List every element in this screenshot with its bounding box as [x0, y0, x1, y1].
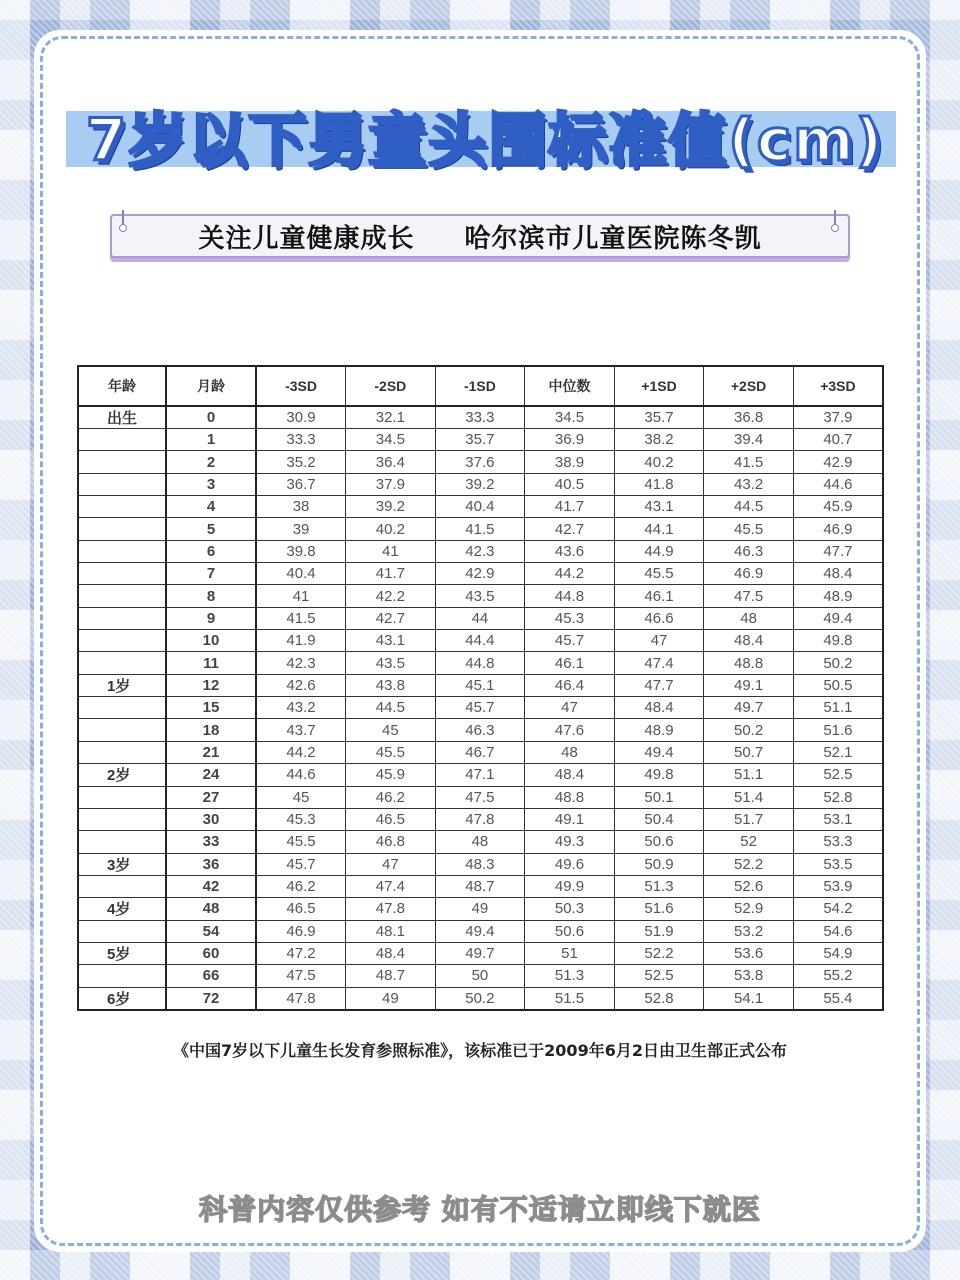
table-row	[78, 987, 883, 1010]
header-plus1sd: +1SD	[614, 366, 704, 406]
cell-value: 50.4	[614, 808, 704, 830]
cell-month: 6	[166, 540, 256, 562]
cell-value: 48.7	[346, 965, 436, 987]
cell-month: 9	[166, 607, 256, 629]
cell-value: 50.6	[525, 920, 615, 942]
cell-value: 42.7	[346, 607, 436, 629]
table-row	[78, 942, 883, 964]
cell-value: 44.9	[614, 540, 704, 562]
cell-value: 44.8	[435, 652, 525, 674]
cell-value: 53.9	[793, 875, 883, 897]
cell-value: 41.7	[525, 496, 615, 518]
cell-value: 46.8	[346, 831, 436, 853]
cell-value: 34.5	[346, 429, 436, 451]
cell-value: 54.1	[704, 987, 794, 1010]
cell-value: 43.2	[256, 697, 346, 719]
cell-value: 52.2	[614, 942, 704, 964]
cell-value: 51.6	[614, 898, 704, 920]
table-row	[78, 429, 883, 451]
cell-value: 52.5	[614, 965, 704, 987]
cell-value: 44.4	[435, 630, 525, 652]
cell-age	[78, 831, 166, 853]
cell-age	[78, 473, 166, 495]
cell-value: 47.5	[256, 965, 346, 987]
cell-value: 49.1	[525, 808, 615, 830]
cell-value: 43.1	[614, 496, 704, 518]
medical-disclaimer: 科普内容仅供参考 如有不适请立即线下就医	[199, 1193, 761, 1226]
cell-value: 54.6	[793, 920, 883, 942]
cell-value: 54.2	[793, 898, 883, 920]
cell-value: 46.5	[256, 898, 346, 920]
cell-value: 42.6	[256, 674, 346, 696]
cell-value: 55.4	[793, 987, 883, 1010]
cell-value: 47.7	[793, 540, 883, 562]
cell-value: 45.9	[793, 496, 883, 518]
cell-value: 45.7	[256, 853, 346, 875]
cell-value: 50.1	[614, 786, 704, 808]
table-row	[78, 898, 883, 920]
cell-value: 45.9	[346, 764, 436, 786]
cell-value: 46.2	[256, 875, 346, 897]
cell-value: 49.3	[525, 831, 615, 853]
head-circumference-table	[77, 365, 884, 1011]
cell-value: 47	[614, 630, 704, 652]
table-row	[78, 875, 883, 897]
cell-month: 12	[166, 674, 256, 696]
cell-value: 46.5	[346, 808, 436, 830]
cell-value: 42.9	[793, 451, 883, 473]
table-row	[78, 518, 883, 540]
cell-month: 42	[166, 875, 256, 897]
cell-value: 35.2	[256, 451, 346, 473]
table-row	[78, 563, 883, 585]
subtitle-ribbon	[110, 214, 850, 258]
cell-value: 53.1	[793, 808, 883, 830]
cell-value: 51.4	[704, 786, 794, 808]
cell-age	[78, 496, 166, 518]
cell-value: 47.6	[525, 719, 615, 741]
cell-age: 6岁	[78, 987, 166, 1010]
cell-value: 41.5	[256, 607, 346, 629]
cell-value: 43.2	[704, 473, 794, 495]
header-plus2sd: +2SD	[704, 366, 794, 406]
cell-value: 49.4	[614, 741, 704, 763]
cell-value: 44.6	[793, 473, 883, 495]
cell-month: 36	[166, 853, 256, 875]
cell-value: 48.7	[435, 875, 525, 897]
cell-value: 52.5	[793, 764, 883, 786]
cell-value: 49.4	[435, 920, 525, 942]
header-age: 年龄	[78, 366, 166, 406]
cell-value: 47.5	[435, 786, 525, 808]
cell-value: 41.9	[256, 630, 346, 652]
cell-value: 53.6	[704, 942, 794, 964]
cell-value: 36.4	[346, 451, 436, 473]
cell-month: 48	[166, 898, 256, 920]
cell-value: 45.7	[435, 697, 525, 719]
table-row	[78, 630, 883, 652]
cell-value: 48	[704, 607, 794, 629]
cell-value: 35.7	[614, 406, 704, 429]
cell-value: 49.8	[614, 764, 704, 786]
cell-month: 10	[166, 630, 256, 652]
cell-value: 53.5	[793, 853, 883, 875]
cell-age	[78, 786, 166, 808]
cell-month: 1	[166, 429, 256, 451]
cell-month: 5	[166, 518, 256, 540]
cell-age: 1岁	[78, 674, 166, 696]
cell-value: 42.2	[346, 585, 436, 607]
cell-month: 0	[166, 406, 256, 429]
cell-value: 46.1	[525, 652, 615, 674]
cell-value: 40.2	[346, 518, 436, 540]
table-row	[78, 496, 883, 518]
table-row	[78, 652, 883, 674]
cell-value: 44.5	[704, 496, 794, 518]
header-plus3sd: +3SD	[793, 366, 883, 406]
cell-age	[78, 697, 166, 719]
cell-value: 46.1	[614, 585, 704, 607]
cell-value: 42.3	[256, 652, 346, 674]
cell-value: 48	[435, 831, 525, 853]
cell-value: 39.2	[346, 496, 436, 518]
table-row	[78, 965, 883, 987]
cell-age	[78, 630, 166, 652]
cell-value: 49	[346, 987, 436, 1010]
cell-value: 49.9	[525, 875, 615, 897]
table-row	[78, 764, 883, 786]
cell-value: 37.9	[793, 406, 883, 429]
cell-value: 44.2	[256, 741, 346, 763]
cell-value: 50.2	[704, 719, 794, 741]
cell-month: 3	[166, 473, 256, 495]
cell-value: 45.5	[614, 563, 704, 585]
cell-value: 47.2	[256, 942, 346, 964]
cell-value: 43.5	[435, 585, 525, 607]
table-row	[78, 853, 883, 875]
cell-age	[78, 607, 166, 629]
table-row	[78, 607, 883, 629]
cell-month: 7	[166, 563, 256, 585]
cell-value: 46.7	[435, 741, 525, 763]
cell-value: 47.8	[256, 987, 346, 1010]
cell-value: 34.5	[525, 406, 615, 429]
cell-value: 45.5	[346, 741, 436, 763]
cell-value: 36.7	[256, 473, 346, 495]
cell-value: 47.1	[435, 764, 525, 786]
header-median: 中位数	[525, 366, 615, 406]
table-row	[78, 451, 883, 473]
cell-value: 44	[435, 607, 525, 629]
cell-value: 45.7	[525, 630, 615, 652]
cell-age	[78, 451, 166, 473]
cell-value: 50.9	[614, 853, 704, 875]
cell-value: 44.8	[525, 585, 615, 607]
cell-value: 50.7	[704, 741, 794, 763]
cell-value: 48.9	[614, 719, 704, 741]
cell-value: 50.5	[793, 674, 883, 696]
cell-value: 48.4	[704, 630, 794, 652]
header-minus3sd: -3SD	[256, 366, 346, 406]
cell-age	[78, 585, 166, 607]
cell-value: 48.4	[614, 697, 704, 719]
cell-age	[78, 719, 166, 741]
cell-age	[78, 920, 166, 942]
cell-value: 49.8	[793, 630, 883, 652]
cell-value: 36.9	[525, 429, 615, 451]
source-footnote: 《中国7岁以下儿童生长发育参照标准》，该标准已于2009年6月2日由卫生部正式公布	[173, 1041, 787, 1060]
cell-value: 37.9	[346, 473, 436, 495]
cell-value: 48.8	[525, 786, 615, 808]
ribbon-slogan: 关注儿童健康成长	[198, 223, 415, 254]
cell-value: 51.9	[614, 920, 704, 942]
table-header-row	[78, 366, 883, 406]
table-row	[78, 719, 883, 741]
cell-value: 48	[525, 741, 615, 763]
cell-value: 41.8	[614, 473, 704, 495]
cell-value: 51.1	[704, 764, 794, 786]
cell-value: 39.8	[256, 540, 346, 562]
cell-month: 24	[166, 764, 256, 786]
header-month: 月龄	[166, 366, 256, 406]
cell-value: 50.2	[435, 987, 525, 1010]
cell-value: 52.1	[793, 741, 883, 763]
cell-value: 50.3	[525, 898, 615, 920]
cell-month: 21	[166, 741, 256, 763]
cell-value: 52.2	[704, 853, 794, 875]
cell-month: 4	[166, 496, 256, 518]
cell-age	[78, 808, 166, 830]
cell-value: 51.3	[525, 965, 615, 987]
cell-age	[78, 563, 166, 585]
cell-value: 42.9	[435, 563, 525, 585]
cell-value: 32.1	[346, 406, 436, 429]
cell-value: 39.2	[435, 473, 525, 495]
cell-value: 44.6	[256, 764, 346, 786]
cell-value: 49.4	[793, 607, 883, 629]
cell-value: 48.4	[793, 563, 883, 585]
pin-icon	[832, 210, 838, 236]
cell-value: 47.7	[614, 674, 704, 696]
cell-value: 41.5	[704, 451, 794, 473]
cell-value: 41	[256, 585, 346, 607]
cell-value: 53.8	[704, 965, 794, 987]
cell-value: 49	[435, 898, 525, 920]
cell-value: 45	[256, 786, 346, 808]
cell-month: 18	[166, 719, 256, 741]
cell-value: 46.6	[614, 607, 704, 629]
cell-value: 46.4	[525, 674, 615, 696]
pin-icon	[120, 210, 126, 236]
cell-value: 48.4	[525, 764, 615, 786]
cell-value: 46.9	[256, 920, 346, 942]
cell-value: 43.8	[346, 674, 436, 696]
cell-value: 43.6	[525, 540, 615, 562]
cell-value: 50.2	[793, 652, 883, 674]
cell-value: 46.2	[346, 786, 436, 808]
cell-month: 72	[166, 987, 256, 1010]
cell-age: 3岁	[78, 853, 166, 875]
cell-value: 52.8	[614, 987, 704, 1010]
cell-age	[78, 429, 166, 451]
cell-value: 46.3	[704, 540, 794, 562]
header-minus2sd: -2SD	[346, 366, 436, 406]
cell-value: 48.3	[435, 853, 525, 875]
header-minus1sd: -1SD	[435, 366, 525, 406]
cell-age	[78, 965, 166, 987]
table-row	[78, 741, 883, 763]
cell-value: 45	[346, 719, 436, 741]
cell-value: 48.9	[793, 585, 883, 607]
cell-value: 51.6	[793, 719, 883, 741]
cell-value: 51	[525, 942, 615, 964]
cell-value: 45.3	[256, 808, 346, 830]
cell-value: 52	[704, 831, 794, 853]
cell-value: 41	[346, 540, 436, 562]
cell-value: 51.3	[614, 875, 704, 897]
cell-value: 52.8	[793, 786, 883, 808]
cell-value: 49.6	[525, 853, 615, 875]
cell-value: 39	[256, 518, 346, 540]
cell-age	[78, 875, 166, 897]
cell-value: 46.9	[793, 518, 883, 540]
cell-value: 39.4	[704, 429, 794, 451]
cell-value: 51.7	[704, 808, 794, 830]
cell-month: 30	[166, 808, 256, 830]
cell-value: 52.9	[704, 898, 794, 920]
cell-age: 4岁	[78, 898, 166, 920]
cell-value: 48.1	[346, 920, 436, 942]
cell-age: 2岁	[78, 764, 166, 786]
cell-value: 43.5	[346, 652, 436, 674]
cell-month: 15	[166, 697, 256, 719]
table-row	[78, 406, 883, 429]
cell-age	[78, 540, 166, 562]
cell-value: 40.5	[525, 473, 615, 495]
cell-value: 50	[435, 965, 525, 987]
cell-value: 51.5	[525, 987, 615, 1010]
cell-value: 40.7	[793, 429, 883, 451]
cell-value: 41.7	[346, 563, 436, 585]
cell-value: 47	[525, 697, 615, 719]
cell-value: 47.8	[435, 808, 525, 830]
cell-value: 37.6	[435, 451, 525, 473]
cell-value: 47	[346, 853, 436, 875]
cell-value: 45.1	[435, 674, 525, 696]
cell-value: 54.9	[793, 942, 883, 964]
cell-month: 33	[166, 831, 256, 853]
cell-value: 40.2	[614, 451, 704, 473]
cell-value: 48.8	[704, 652, 794, 674]
cell-value: 45.5	[704, 518, 794, 540]
cell-month: 2	[166, 451, 256, 473]
cell-value: 38.9	[525, 451, 615, 473]
cell-value: 33.3	[435, 406, 525, 429]
cell-value: 42.7	[525, 518, 615, 540]
cell-value: 38.2	[614, 429, 704, 451]
table-row	[78, 786, 883, 808]
cell-value: 40.4	[256, 563, 346, 585]
page-title: 7岁以下男童头围标准值(cm)	[85, 106, 885, 174]
cell-value: 38	[256, 496, 346, 518]
table-row	[78, 808, 883, 830]
cell-value: 55.2	[793, 965, 883, 987]
cell-month: 8	[166, 585, 256, 607]
cell-value: 35.7	[435, 429, 525, 451]
cell-value: 30.9	[256, 406, 346, 429]
cell-age: 5岁	[78, 942, 166, 964]
table-row	[78, 473, 883, 495]
cell-month: 27	[166, 786, 256, 808]
table-row	[78, 674, 883, 696]
table-row	[78, 540, 883, 562]
cell-value: 43.7	[256, 719, 346, 741]
ribbon-author: 哈尔滨市儿童医院陈冬凯	[464, 223, 762, 254]
cell-month: 66	[166, 965, 256, 987]
cell-value: 49.1	[704, 674, 794, 696]
cell-value: 49.7	[435, 942, 525, 964]
cell-age	[78, 652, 166, 674]
cell-value: 46.9	[704, 563, 794, 585]
cell-age	[78, 741, 166, 763]
table-row	[78, 831, 883, 853]
cell-value: 48.4	[346, 942, 436, 964]
cell-value: 47.8	[346, 898, 436, 920]
cell-value: 47.4	[346, 875, 436, 897]
cell-value: 40.4	[435, 496, 525, 518]
cell-value: 43.1	[346, 630, 436, 652]
cell-month: 54	[166, 920, 256, 942]
cell-value: 42.3	[435, 540, 525, 562]
cell-age	[78, 518, 166, 540]
cell-value: 41.5	[435, 518, 525, 540]
cell-value: 47.4	[614, 652, 704, 674]
cell-value: 51.1	[793, 697, 883, 719]
cell-value: 49.7	[704, 697, 794, 719]
cell-month: 60	[166, 942, 256, 964]
cell-value: 46.3	[435, 719, 525, 741]
cell-value: 53.2	[704, 920, 794, 942]
cell-value: 53.3	[793, 831, 883, 853]
cell-value: 45.5	[256, 831, 346, 853]
table-row	[78, 697, 883, 719]
cell-value: 36.8	[704, 406, 794, 429]
cell-value: 33.3	[256, 429, 346, 451]
cell-age: 出生	[78, 406, 166, 429]
cell-value: 44.5	[346, 697, 436, 719]
cell-month: 11	[166, 652, 256, 674]
table-row	[78, 585, 883, 607]
cell-value: 52.6	[704, 875, 794, 897]
table-row	[78, 920, 883, 942]
cell-value: 45.3	[525, 607, 615, 629]
cell-value: 44.2	[525, 563, 615, 585]
cell-value: 47.5	[704, 585, 794, 607]
cell-value: 50.6	[614, 831, 704, 853]
cell-value: 44.1	[614, 518, 704, 540]
